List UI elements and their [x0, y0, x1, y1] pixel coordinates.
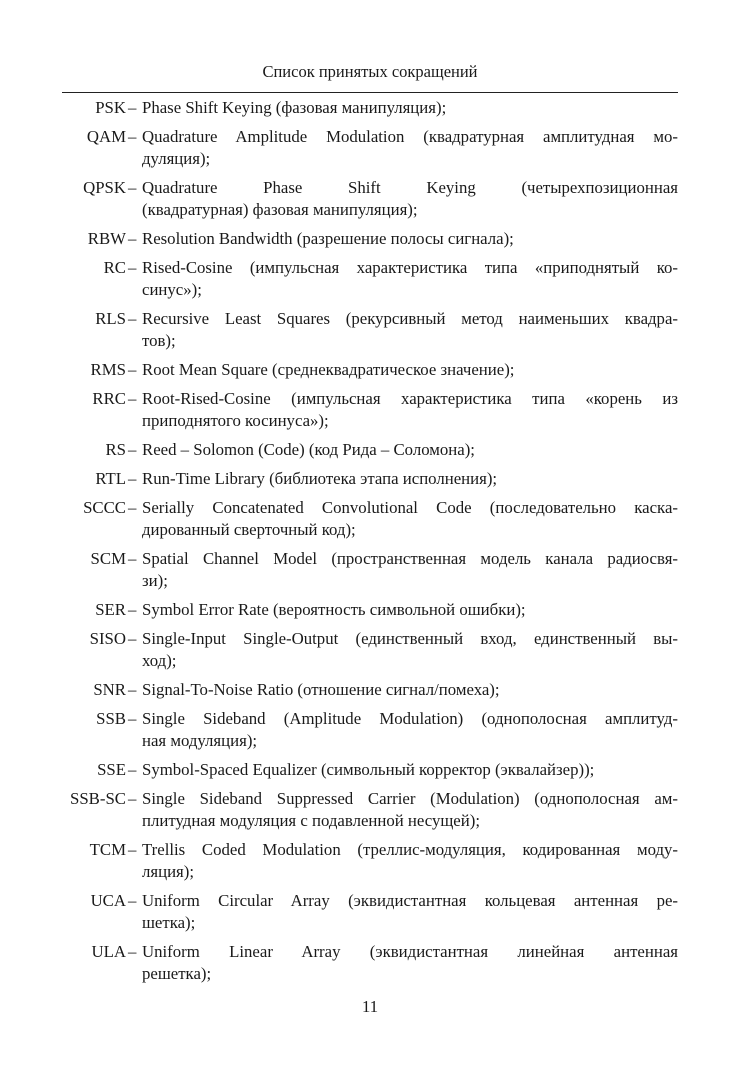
entry-dash: – — [128, 360, 137, 379]
abbreviation-term: RBW — [87, 229, 126, 248]
abbreviation-entry — [62, 439, 678, 461]
abbreviation-entry — [62, 126, 678, 170]
abbreviation-term: SCCC — [83, 498, 126, 517]
entry-dash: – — [128, 760, 137, 779]
definition-line: Run-Time Library (библиотека этапа исполнения); — [142, 469, 498, 488]
abbreviation-term: QAM — [86, 127, 126, 146]
abbreviation-entry — [62, 628, 678, 672]
abbreviation-definition — [142, 708, 678, 752]
abbreviation-definition — [142, 97, 678, 119]
definition-line: зи); — [142, 571, 168, 590]
definition-line: шетка); — [142, 913, 196, 932]
definition-line: Spatial Channel Model (пространственная модель канала радиосвя- — [142, 549, 678, 568]
definition-line: Rised-Cosine (импульсная характеристика типа «приподнятый ко- — [142, 258, 678, 277]
abbreviation-definition — [142, 497, 678, 541]
abbreviation-definition — [142, 257, 678, 301]
abbreviation-definition — [142, 126, 678, 170]
abbreviation-term: SCM — [90, 549, 126, 568]
abbreviation-term: SISO — [89, 629, 126, 648]
page-number: 11 — [361, 997, 379, 1016]
abbreviation-definition — [142, 308, 678, 352]
abbreviation-term: SSB — [96, 709, 126, 728]
definition-line: (квадратурная) фазовая манипуляция); — [142, 200, 418, 219]
abbreviation-entry — [62, 941, 678, 985]
definition-line: решетка); — [142, 964, 212, 983]
entry-dash: – — [128, 469, 137, 488]
definition-line: Signal-To-Noise Ratio (отношение сигнал/помеха); — [142, 680, 500, 699]
entry-dash: – — [128, 178, 137, 197]
definition-line: дуляция); — [142, 149, 211, 168]
abbreviation-term: ULA — [91, 942, 126, 961]
definition-line: Serially Concatenated Convolutional Code (последовательно каска- — [142, 498, 678, 517]
abbreviation-term: SNR — [93, 680, 126, 699]
abbreviation-entry — [62, 497, 678, 541]
definition-line: Root-Rised-Cosine (импульсная характеристика типа «корень из — [142, 389, 678, 408]
definition-line: приподнятого косинуса»); — [142, 411, 329, 430]
entry-dash: – — [128, 942, 137, 961]
definition-line: Quadrature Amplitude Modulation (квадратурная амплитудная мо- — [142, 127, 678, 146]
abbreviation-term: PSK — [95, 98, 126, 117]
abbreviation-list — [62, 97, 678, 992]
entry-dash: – — [128, 98, 137, 117]
abbreviation-entry — [62, 257, 678, 301]
abbreviation-definition — [142, 548, 678, 592]
abbreviation-definition — [142, 679, 678, 701]
entry-dash: – — [128, 680, 137, 699]
abbreviation-entry — [62, 759, 678, 781]
definition-line: Trellis Coded Modulation (треллис-модуляция, кодированная моду- — [142, 840, 678, 859]
abbreviation-term: SER — [95, 600, 126, 619]
abbreviation-definition — [142, 788, 678, 832]
abbreviation-entry — [62, 679, 678, 701]
abbreviation-definition — [142, 439, 678, 461]
entry-dash: – — [128, 629, 137, 648]
entry-dash: – — [128, 440, 137, 459]
entry-dash: – — [128, 891, 137, 910]
definition-line: Single-Input Single-Output (единственный вход, единственный вы- — [142, 629, 678, 648]
abbreviation-entry — [62, 599, 678, 621]
abbreviation-entry — [62, 359, 678, 381]
abbreviation-entry — [62, 468, 678, 490]
definition-line: плитудная модуляция с подавленной несущей); — [142, 811, 480, 830]
definition-line: Uniform Circular Array (эквидистантная кольцевая антенная ре- — [142, 891, 678, 910]
abbreviation-term: TCM — [89, 840, 126, 859]
definition-line: тов); — [142, 331, 176, 350]
entry-dash: – — [128, 709, 137, 728]
abbreviation-entry — [62, 388, 678, 432]
definition-line: Quadrature Phase Shift Keying (четырехпозиционная — [142, 178, 678, 197]
abbreviation-term: SSB-SC — [70, 789, 126, 808]
abbreviation-entry — [62, 228, 678, 250]
running-head: Список принятых сокращений — [262, 62, 478, 81]
definition-line: Single Sideband (Amplitude Modulation) (однополосная амплитуд- — [142, 709, 678, 728]
abbreviation-definition — [142, 839, 678, 883]
abbreviation-term: RS — [105, 440, 126, 459]
abbreviation-definition — [142, 599, 678, 621]
definition-line: Root Mean Square (среднеквадратическое значение); — [142, 360, 515, 379]
abbreviation-term: RLS — [95, 309, 126, 328]
definition-line: Uniform Linear Array (эквидистантная линейная антенная — [142, 942, 678, 961]
abbreviation-entry — [62, 708, 678, 752]
abbreviation-term: UCA — [90, 891, 126, 910]
abbreviation-definition — [142, 228, 678, 250]
abbreviation-term: RC — [103, 258, 126, 277]
definition-line: Symbol-Spaced Equalizer (символьный корректор (эквалайзер)); — [142, 760, 595, 779]
definition-line: синус»); — [142, 280, 202, 299]
entry-dash: – — [128, 258, 137, 277]
abbreviation-term: RRC — [92, 389, 126, 408]
entry-dash: – — [128, 389, 137, 408]
entry-dash: – — [128, 229, 137, 248]
entry-dash: – — [128, 498, 137, 517]
abbreviation-term: RTL — [95, 469, 126, 488]
abbreviation-definition — [142, 941, 678, 985]
abbreviation-term: SSE — [97, 760, 126, 779]
abbreviation-term: RMS — [90, 360, 126, 379]
entry-dash: – — [128, 127, 137, 146]
abbreviation-definition — [142, 359, 678, 381]
abbreviation-definition — [142, 759, 678, 781]
abbreviation-definition — [142, 468, 678, 490]
definition-line: Resolution Bandwidth (разрешение полосы сигнала); — [142, 229, 514, 248]
header-rule — [62, 92, 678, 93]
abbreviation-entry — [62, 308, 678, 352]
abbreviation-definition — [142, 628, 678, 672]
abbreviation-term: QPSK — [83, 178, 126, 197]
abbreviation-definition — [142, 177, 678, 221]
abbreviation-entry — [62, 839, 678, 883]
entry-dash: – — [128, 309, 137, 328]
definition-line: дированный сверточный код); — [142, 520, 356, 539]
entry-dash: – — [128, 549, 137, 568]
definition-line: Recursive Least Squares (рекурсивный метод наименьших квадра- — [142, 309, 678, 328]
abbreviation-entry — [62, 177, 678, 221]
entry-dash: – — [128, 840, 137, 859]
definition-line: ная модуляция); — [142, 731, 258, 750]
document-page — [62, 0, 678, 1080]
definition-line: Single Sideband Suppressed Carrier (Modulation) (однополосная ам- — [142, 789, 678, 808]
definition-line: Symbol Error Rate (вероятность символьной ошибки); — [142, 600, 526, 619]
abbreviation-entry — [62, 890, 678, 934]
definition-line: ляция); — [142, 862, 195, 881]
abbreviation-entry — [62, 788, 678, 832]
abbreviation-definition — [142, 890, 678, 934]
definition-line: ход); — [142, 651, 177, 670]
abbreviation-entry — [62, 548, 678, 592]
definition-line: Phase Shift Keying (фазовая манипуляция); — [142, 98, 447, 117]
entry-dash: – — [128, 600, 137, 619]
entry-dash: – — [128, 789, 137, 808]
abbreviation-entry — [62, 97, 678, 119]
definition-line: Reed – Solomon (Code) (код Рида – Соломона); — [142, 440, 475, 459]
abbreviation-definition — [142, 388, 678, 432]
